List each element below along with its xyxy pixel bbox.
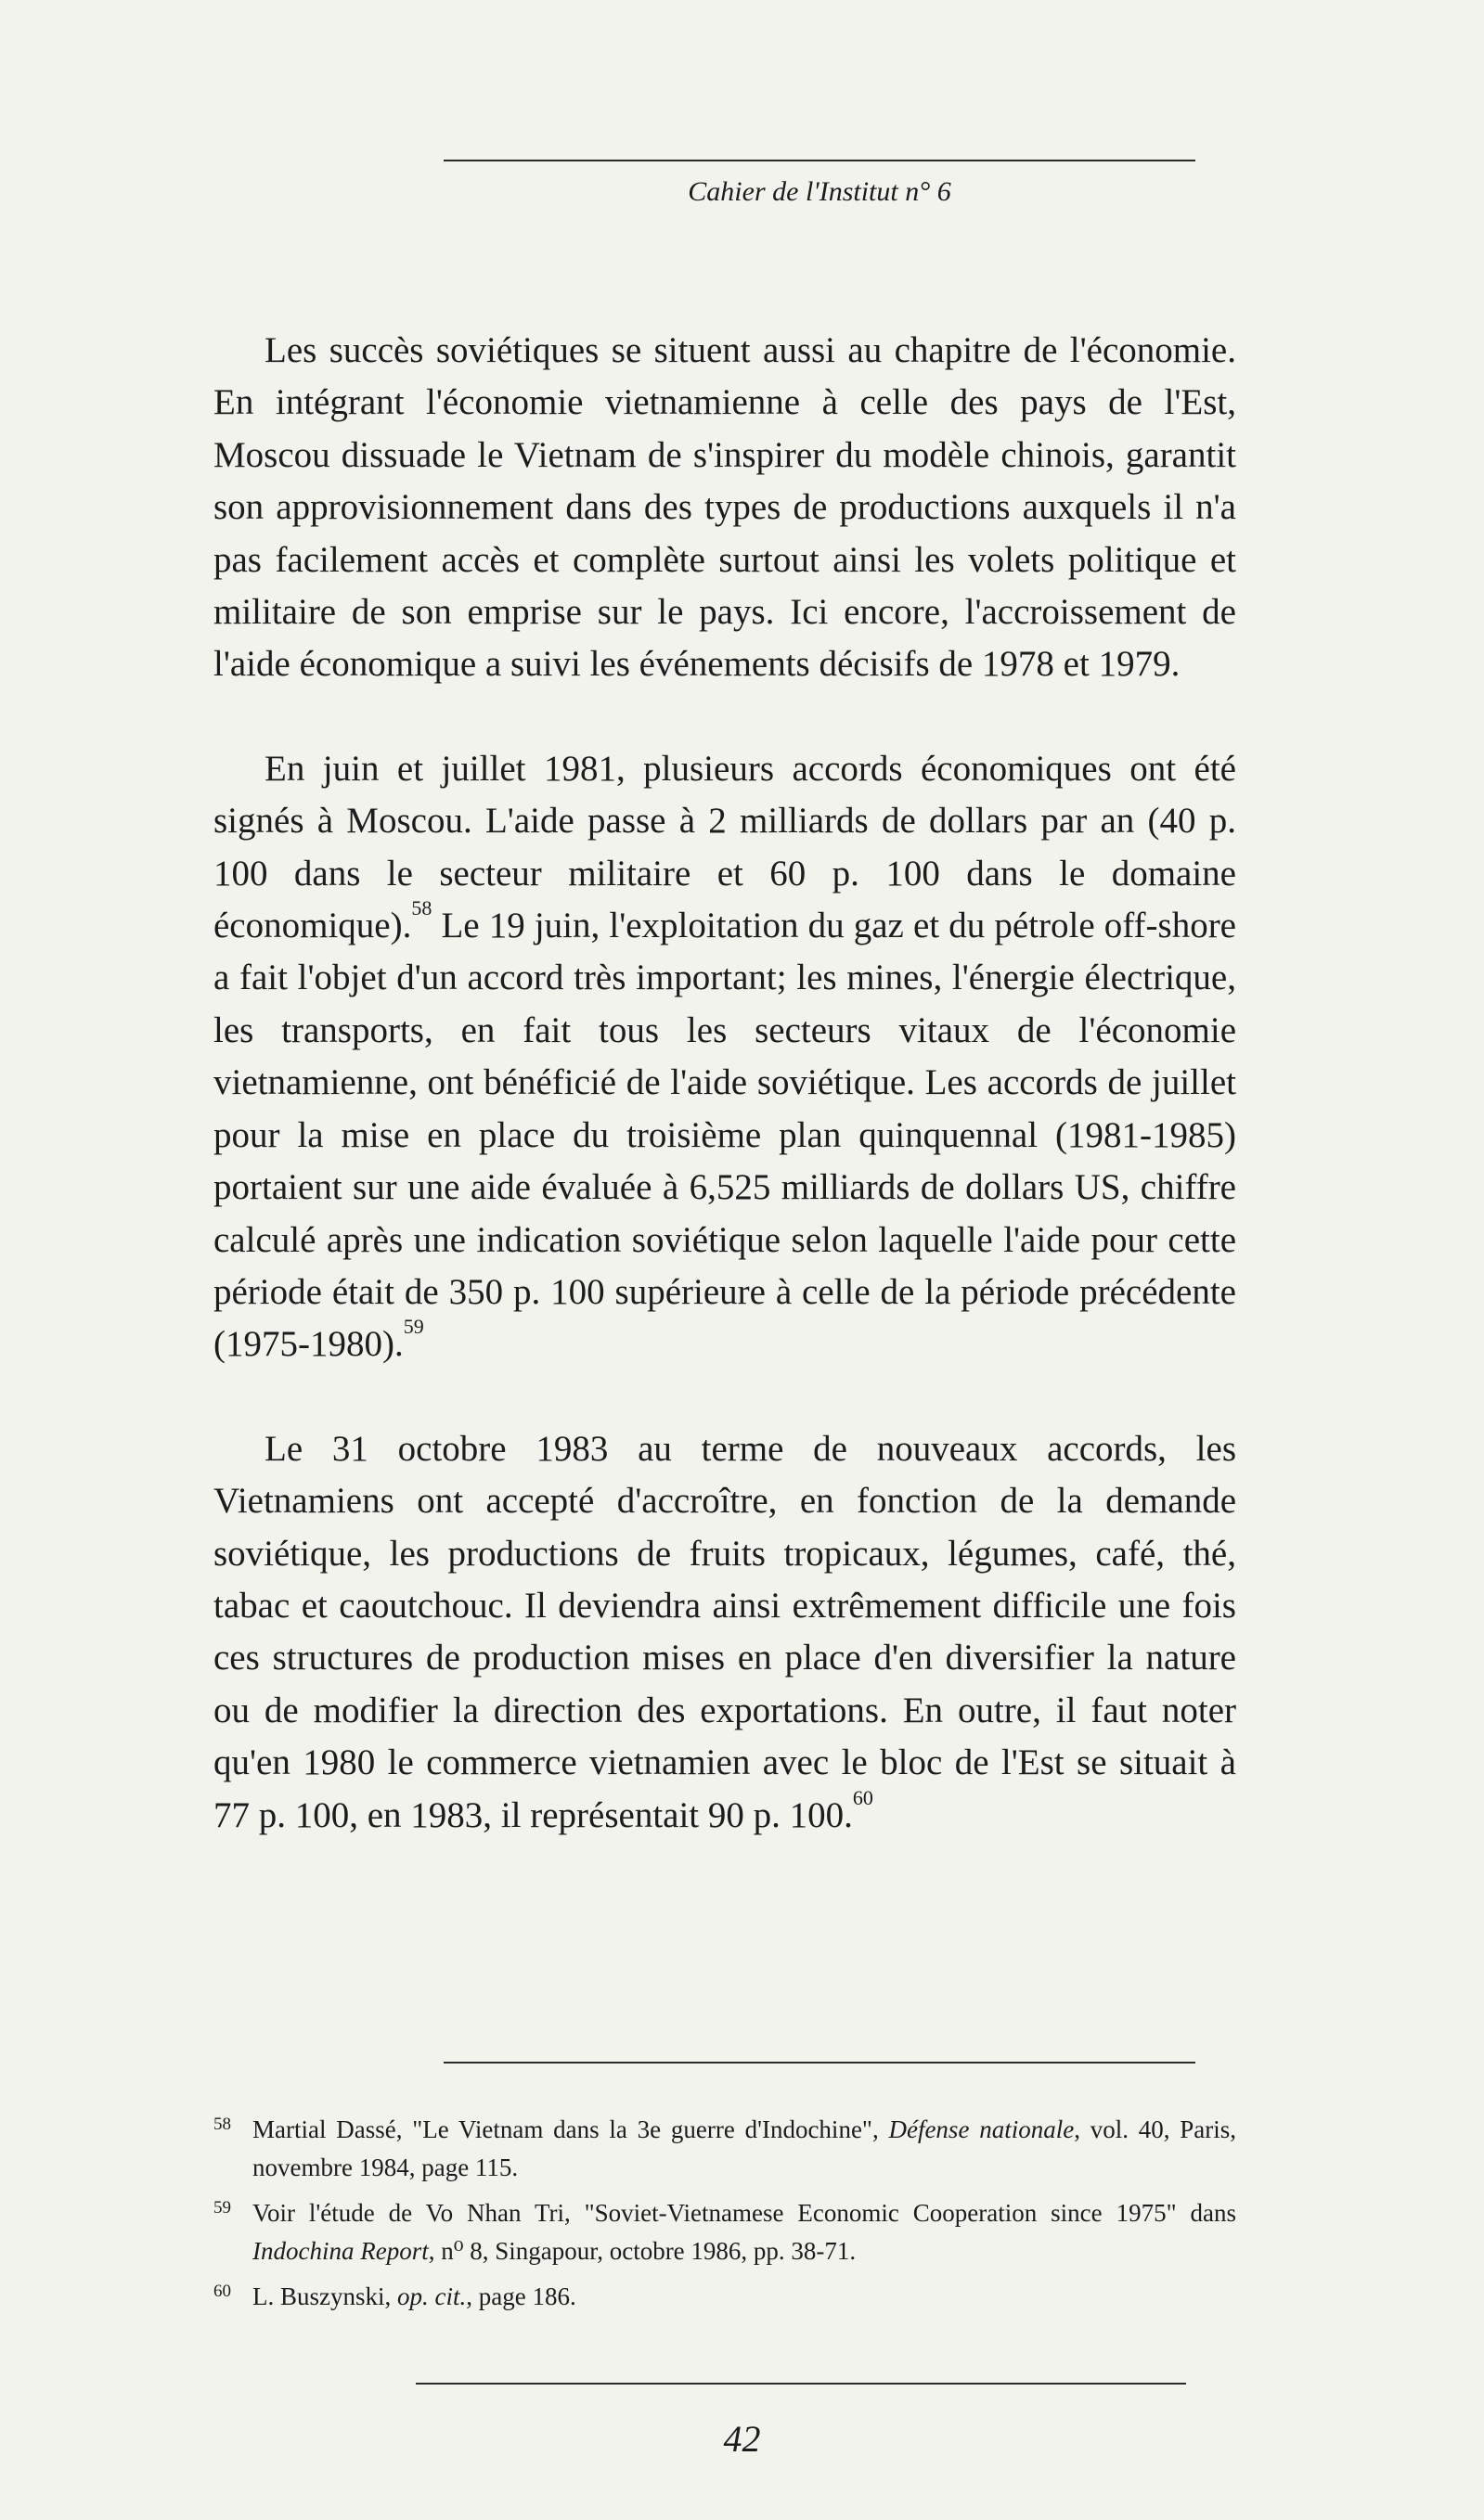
paragraph-text: Les succès soviétiques se situent aussi au chapitre de l'économie. En intégrant l'économie vietnamienne à celle des pays de l'Est, Moscou dissuade le Vietnam de s'inspirer du modèle chinois, garantit son approvisionnement dans des types de productions auxquels il n'a pas facilement accès et complète surtout ainsi les volets politique et militaire de son emprise sur le pays. Ici encore, l'accroissement de l'aide économique a suivi les événements décisifs de 1978 et 1979. (213, 330, 1236, 685)
footnote-number: 59 (213, 2198, 231, 2218)
footnote-ref-58: 58 (411, 896, 432, 920)
footnote-text: L. Buszynski, (252, 2282, 398, 2310)
footnotes (213, 2111, 1236, 2323)
footnote-text: , n⁰ 8, Singapour, octobre 1986, pp. 38-71. (428, 2237, 857, 2265)
footnote-text: Voir l'étude de Vo Nhan Tri, "Soviet-Vietnamese Economic Cooperation since 1975" dans (252, 2199, 1236, 2227)
footnote-title: op. cit. (397, 2282, 467, 2310)
paragraph-text: Le 31 octobre 1983 au terme de nouveaux accords, les Vietnamiens ont accepté d'accroître, en fonction de la demande soviétique, les productions de fruits tropicaux, légumes, café, thé, tabac et caoutchouc. Il deviendra ainsi extrêmement difficile une fois ces structures de production mises en place d'en diversifier la nature ou de modifier la direction des exportations. En outre, il faut noter qu'en 1980 le commerce vietnamien avec le bloc de l'Est se situait à 77 p. 100, en 1983, il représentait 90 p. 100. (213, 1428, 1236, 1835)
footnote-ref-59: 59 (403, 1315, 424, 1339)
footnote-title: Défense nationale (888, 2115, 1075, 2143)
paragraph-text: En juin et juillet 1981, plusieurs accords économiques ont été signés à Moscou. L'aide passe à 2 milliards de dollars par an (40 p. 100 dans le secteur militaire et 60 p. 100 dans le domaine économique). (213, 748, 1236, 946)
footnote-text: , vol. 40, Paris, novembre 1984, page 115. (252, 2115, 1236, 2181)
footnote-60 (213, 2278, 1236, 2316)
footnote-number: 58 (213, 2115, 231, 2134)
footnote-text: Martial Dassé, "Le Vietnam dans la 3e guerre d'Indochine", (252, 2115, 889, 2143)
footnote-number: 60 (213, 2282, 231, 2301)
paragraph-text: Le 19 juin, l'exploitation du gaz et du pétrole off-shore a fait l'objet d'un accord très important; les mines, l'énergie électrique, les transports, en fait tous les secteurs vitaux de l'économie vietnamienne, ont bénéficié de l'aide soviétique. Les accords de juillet pour la mise en place du troisième plan quinquennal (1981-1985) portaient sur une aide évaluée à 6,525 milliards de dollars US, chiffre calculé après une indication soviétique selon laquelle l'aide pour cette période était de 350 p. 100 supérieure à celle de la période précédente (1975-1980). (213, 906, 1236, 1365)
footer-rule (416, 2383, 1186, 2385)
footnote-separator (444, 2062, 1195, 2064)
header-rule (444, 160, 1195, 161)
body-text (213, 325, 1236, 1842)
paragraph-3 (213, 1423, 1236, 1842)
page-number: 42 (723, 2418, 761, 2460)
paragraph-1 (213, 325, 1236, 691)
paragraph-2 (213, 743, 1236, 1371)
footnote-title: Indochina Report (252, 2237, 429, 2265)
footnote-text: , page 186. (466, 2282, 576, 2310)
running-header: Cahier de l'Institut n° 6 (688, 176, 951, 207)
footnote-59 (213, 2194, 1236, 2270)
footnote-58 (213, 2111, 1236, 2187)
footnote-ref-60: 60 (852, 1785, 873, 1809)
